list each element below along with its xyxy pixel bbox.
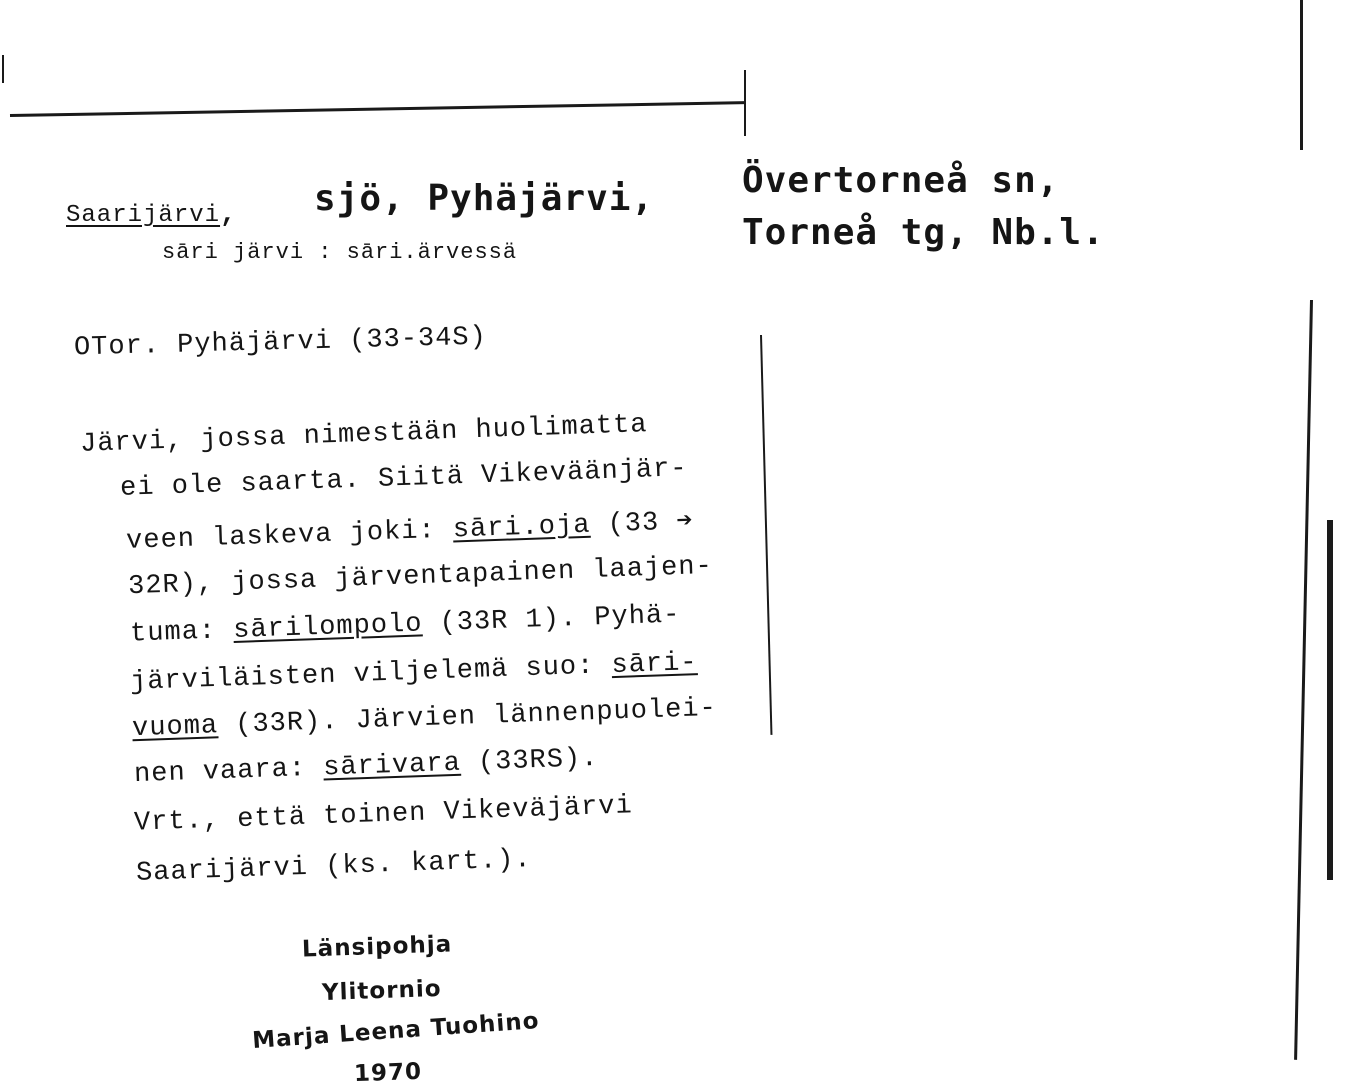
stamp-place: Ylitornio (321, 975, 443, 1007)
body-line-7 (132, 694, 718, 744)
stamp-year: 1970 (353, 1058, 423, 1087)
top-rule (10, 101, 745, 117)
map-reference: OTor. Pyhäjärvi (33-34S) (73, 322, 488, 364)
place-link-sarivara: sārivara (322, 748, 462, 784)
pronunciation: sāri järvi : sāri.ärvessä (162, 240, 518, 265)
body-line-10: Saarijärvi (ks. kart.). (135, 845, 533, 889)
text-box-right-edge (760, 335, 772, 735)
body-line-5-text: tuma: (129, 616, 234, 650)
parish-line-1: Övertorneå sn, (742, 160, 1060, 201)
place-link-sarioja: sāri.oja (452, 510, 591, 546)
place-link-sari: sāri- (611, 648, 699, 682)
body-line-8-ref: (33RS). (460, 743, 599, 779)
body-line-8 (134, 744, 599, 790)
stamp-region: Länsipohja (301, 931, 453, 963)
place-link-vuoma: vuoma (131, 711, 219, 745)
body-line-9: Vrt., että toinen Vikeväjärvi (133, 791, 634, 839)
body-line-1: Järvi, jossa nimestään huolimatta (79, 410, 649, 460)
place-name-row (66, 200, 237, 230)
body-line-6-text: järviläisten viljelemä suo: (129, 651, 613, 698)
body-line-4: 32R), jossa järventapainen laajen- (127, 551, 714, 603)
body-line-7-text: (33R). Järvien lännenpuolei- (217, 693, 718, 742)
arrow-icon: ➔ (675, 507, 695, 538)
body-line-3-text: veen laskeva joki: (125, 515, 454, 557)
body-line-2: ei ole saarta. Siitä Vikeväänjär- (119, 454, 689, 504)
body-line-3 (126, 504, 695, 557)
object-type: sjö, Pyhäjärvi, (314, 178, 655, 219)
right-scan-edge-lower (1294, 300, 1313, 1060)
right-scan-edge (1300, 0, 1303, 150)
body-line-3-ref: (33 (589, 508, 660, 541)
left-edge-mark (2, 55, 4, 83)
body-line-8-text: nen vaara: (133, 753, 324, 791)
place-name: Saarijärvi (66, 202, 221, 229)
right-scan-edge-thick (1327, 520, 1333, 880)
body-line-5-ref: (33R 1). Pyhä- (421, 600, 681, 640)
stamp-collector: Marja Leena Tuohino (251, 1007, 541, 1055)
top-rule-tick (744, 70, 746, 136)
body-line-6 (130, 648, 698, 698)
place-name-separator: , (220, 200, 238, 230)
body-line-5 (130, 600, 681, 649)
parish-line-2: Torneå tg, Nb.l. (742, 212, 1105, 253)
place-link-sarilompolo: sārilompolo (232, 609, 423, 646)
